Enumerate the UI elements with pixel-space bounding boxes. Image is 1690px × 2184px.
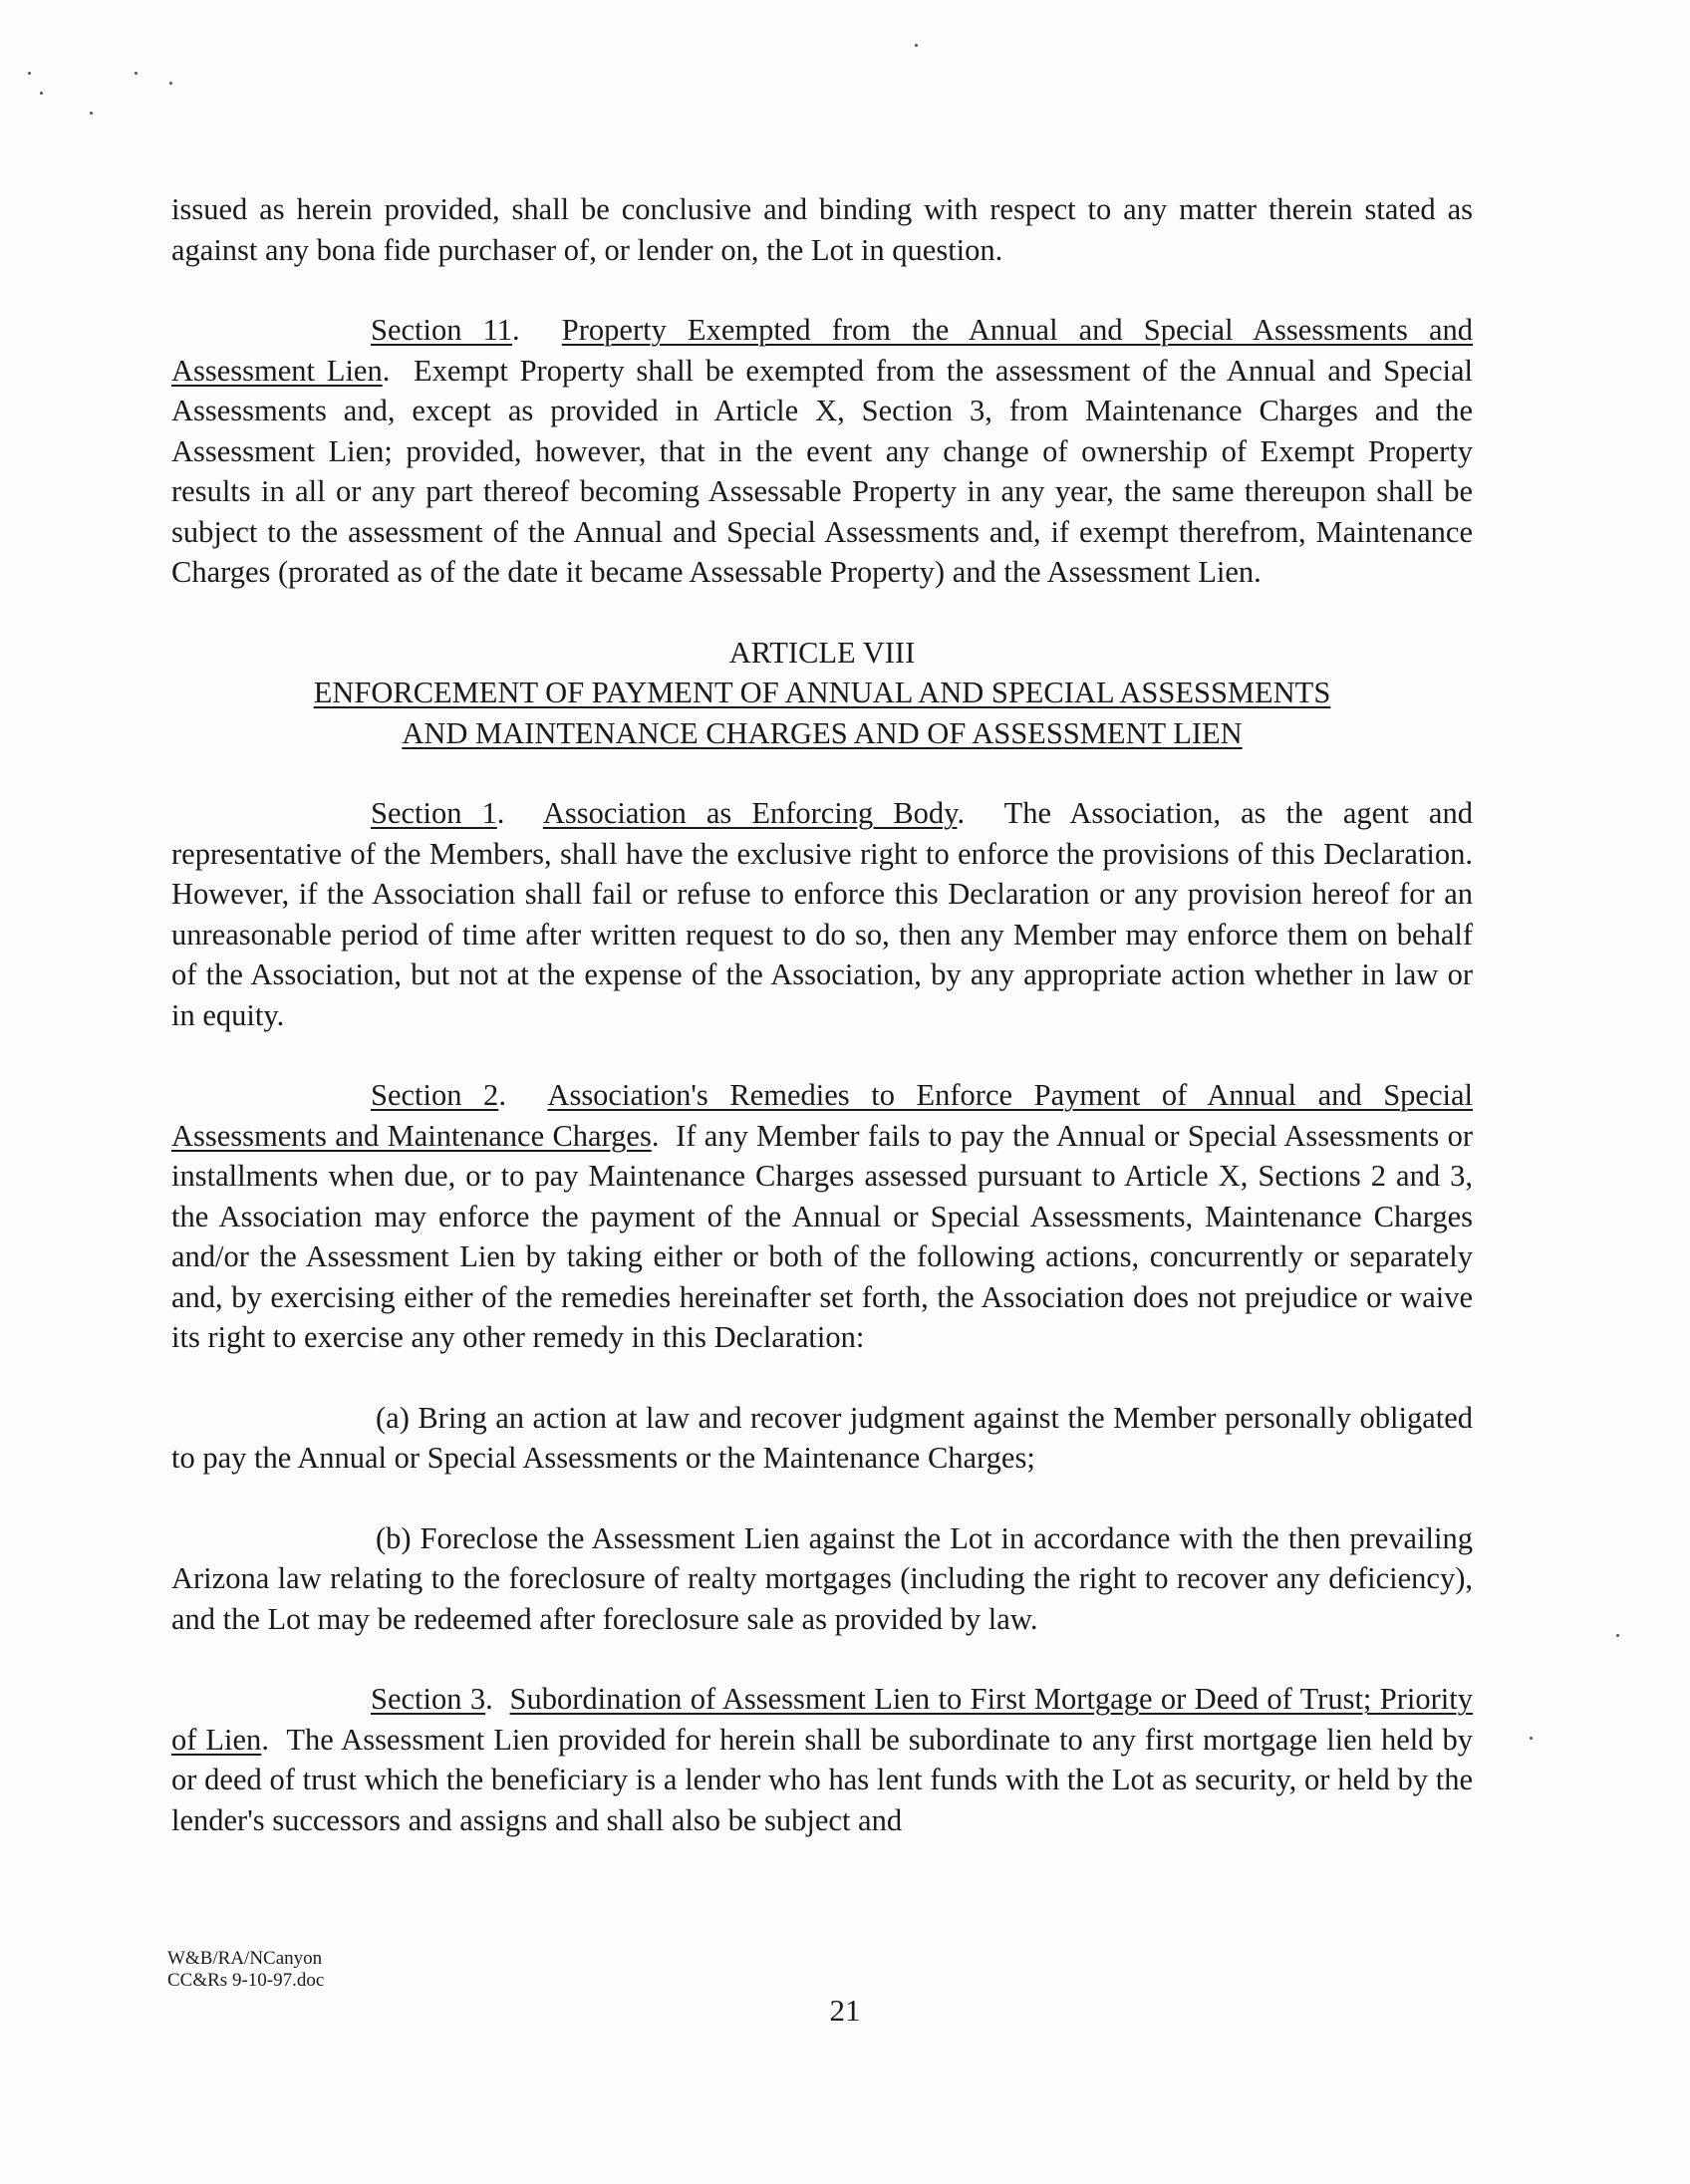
section-1-body: The Association, as the agent and representative of the Members, shall have the exclusive right to enforce the provisions of this Declaration. However, if the Association shall fail or refuse to enforce this Declaration or any provision hereof for an unreasonable period of time after written request to do so, then any Member may enforce them on behalf of the Association, but not at the expense of the Association, by any appropriate action whether in law or in equity. [171,796,1473,1032]
section-1-title: Association as Enforcing Body [542,796,958,830]
section-3-title: Subordination of Assessment Lien to First Mortgage or Deed of Trust; Priority of Lien [171,1682,1473,1757]
scan-speck [915,44,918,47]
section-1-label: Section 1 [371,796,497,830]
document-page [171,189,1473,1840]
scan-speck [135,72,138,75]
footer-file-line-2: CC&Rs 9-10-97.doc [167,1970,325,1991]
item-a-paragraph: (a) Bring an action at law and recover judgment against the Member personally obligated to pay the Annual or Special Assessments or the Maintenance Charges; [171,1400,1473,1475]
section-11-body: Exempt Property shall be exempted from the assessment of the Annual and Special Assessments and, except as provided in Article X, Section 3, from Maintenance Charges and the Assessment Lien; provided, however, that in the event any change of ownership of Exempt Property results in all or any part thereof becoming Assessable Property in any year, the same thereupon shall be subject to the assessment of the Annual and Special Assessments and, if exempt therefrom, Maintenance Charges (prorated as of the date it became Assessable Property) and the Assessment Lien. [171,353,1473,589]
section-11-label: Section 11 [371,313,512,347]
section-2-title: Association's Remedies to Enforce Payment of Annual and Special Assessments and Maintenance Charges [171,1078,1473,1153]
page-number: 21 [829,1993,861,2028]
scan-speck [90,112,93,115]
section-2-paragraph: Section 2. Association's Remedies to Enforce Payment of Annual and Special Assessments and Maintenance Charges. If any Member fails to pay the Annual or Special Assessments or installments when due, or to pay Maintenance Charges assessed pursuant to Article X, Sections 2 and 3, the Association may enforce the payment of the Annual or Special Assessments, Maintenance Charges and/or the Assessment Lien by taking either or both of the following actions, concurrently or separately and, by exercising either of the remedies hereinafter set forth, the Association does not prejudice or waive its right to exercise any other remedy in this Declaration: [171,1078,1473,1354]
section-11-title: Property Exempted from the Annual and Special Assessments and Assessment Lien [171,313,1474,388]
section-3-body: The Assessment Lien provided for herein shall be subordinate to any first mortgage lien held by or deed of trust which the beneficiary is a lender who has lent funds with the Lot as security, or held by the lender's successors and assigns and shall also be subject and [171,1722,1473,1837]
footer-file-line-1: W&B/RA/NCanyon [167,1948,323,1969]
section-3-paragraph: Section 3. Subordination of Assessment Lien to First Mortgage or Deed of Trust; Priority of Lien. The Assessment Lien provided for herein shall be subordinate to any first mortgage lien held by or deed of trust which the beneficiary is a lender who has lent funds with the Lot as security, or held by the lender's successors and assigns and shall also be subject and [171,1682,1473,1837]
section-1-paragraph: Section 1. Association as Enforcing Body. The Association, as the agent and representative of the Members, shall have the exclusive right to enforce the provisions of this Declaration. However, if the Association shall fail or refuse to enforce this Declaration or any provision hereof for an unreasonable period of time after written request to do so, then any Member may enforce them on behalf of the Association, but not at the expense of the Association, by any appropriate action whether in law or in equity. [171,796,1473,1032]
section-2-label: Section 2 [371,1078,499,1112]
scan-speck [1530,1737,1533,1740]
scan-speck [1616,1634,1619,1637]
article-title-line-2: AND MAINTENANCE CHARGES AND OF ASSESSMENT LIEN [402,715,1243,750]
item-b-paragraph: (b) Foreclose the Assessment Lien against the Lot in accordance with the then prevailing Arizona law relating to the foreclosure of realty mortgages (including the right to recover any deficiency), and the Lot may be redeemed after foreclosure sale as provided by law. [171,1520,1473,1636]
section-11-paragraph: Section 11. Property Exempted from the Annual and Special Assessments and Assessment Lien. Exempt Property shall be exempted from the assessment of the Annual and Special Assessments and, except as provided in Article X, Section 3, from Maintenance Charges and the Assessment Lien; provided, however, that in the event any change of ownership of Exempt Property results in all or any part thereof becoming Assessable Property in any year, the same thereupon shall be subject to the assessment of the Annual and Special Assessments and, if exempt therefrom, Maintenance Charges (prorated as of the date it became Assessable Property) and the Assessment Lien. [171,313,1474,589]
footer-file-id [167,1948,324,1992]
section-2-body: If any Member fails to pay the Annual or Special Assessments or installments when due, or to pay Maintenance Charges assessed pursuant to Article X, Sections 2 and 3, the Association may enforce the payment of the Annual or Special Assessments, Maintenance Charges and/or the Assessment Lien by taking either or both of the following actions, concurrently or separately and, by exercising either of the remedies hereinafter set forth, the Association does not prejudice or waive its right to exercise any other remedy in this Declaration: [171,1118,1473,1354]
section-3-label: Section 3 [371,1682,486,1716]
scan-speck [40,92,43,95]
scan-speck [169,82,172,85]
scan-speck [28,72,31,75]
continuation-paragraph: issued as herein provided, shall be conclusive and binding with respect to any matter therein stated as against any bona fide purchaser of, or lender on, the Lot in question. [171,192,1473,267]
article-title-line-1: ENFORCEMENT OF PAYMENT OF ANNUAL AND SPECIAL ASSESSMENTS [313,676,1331,709]
article-number: ARTICLE VIII [728,635,916,670]
